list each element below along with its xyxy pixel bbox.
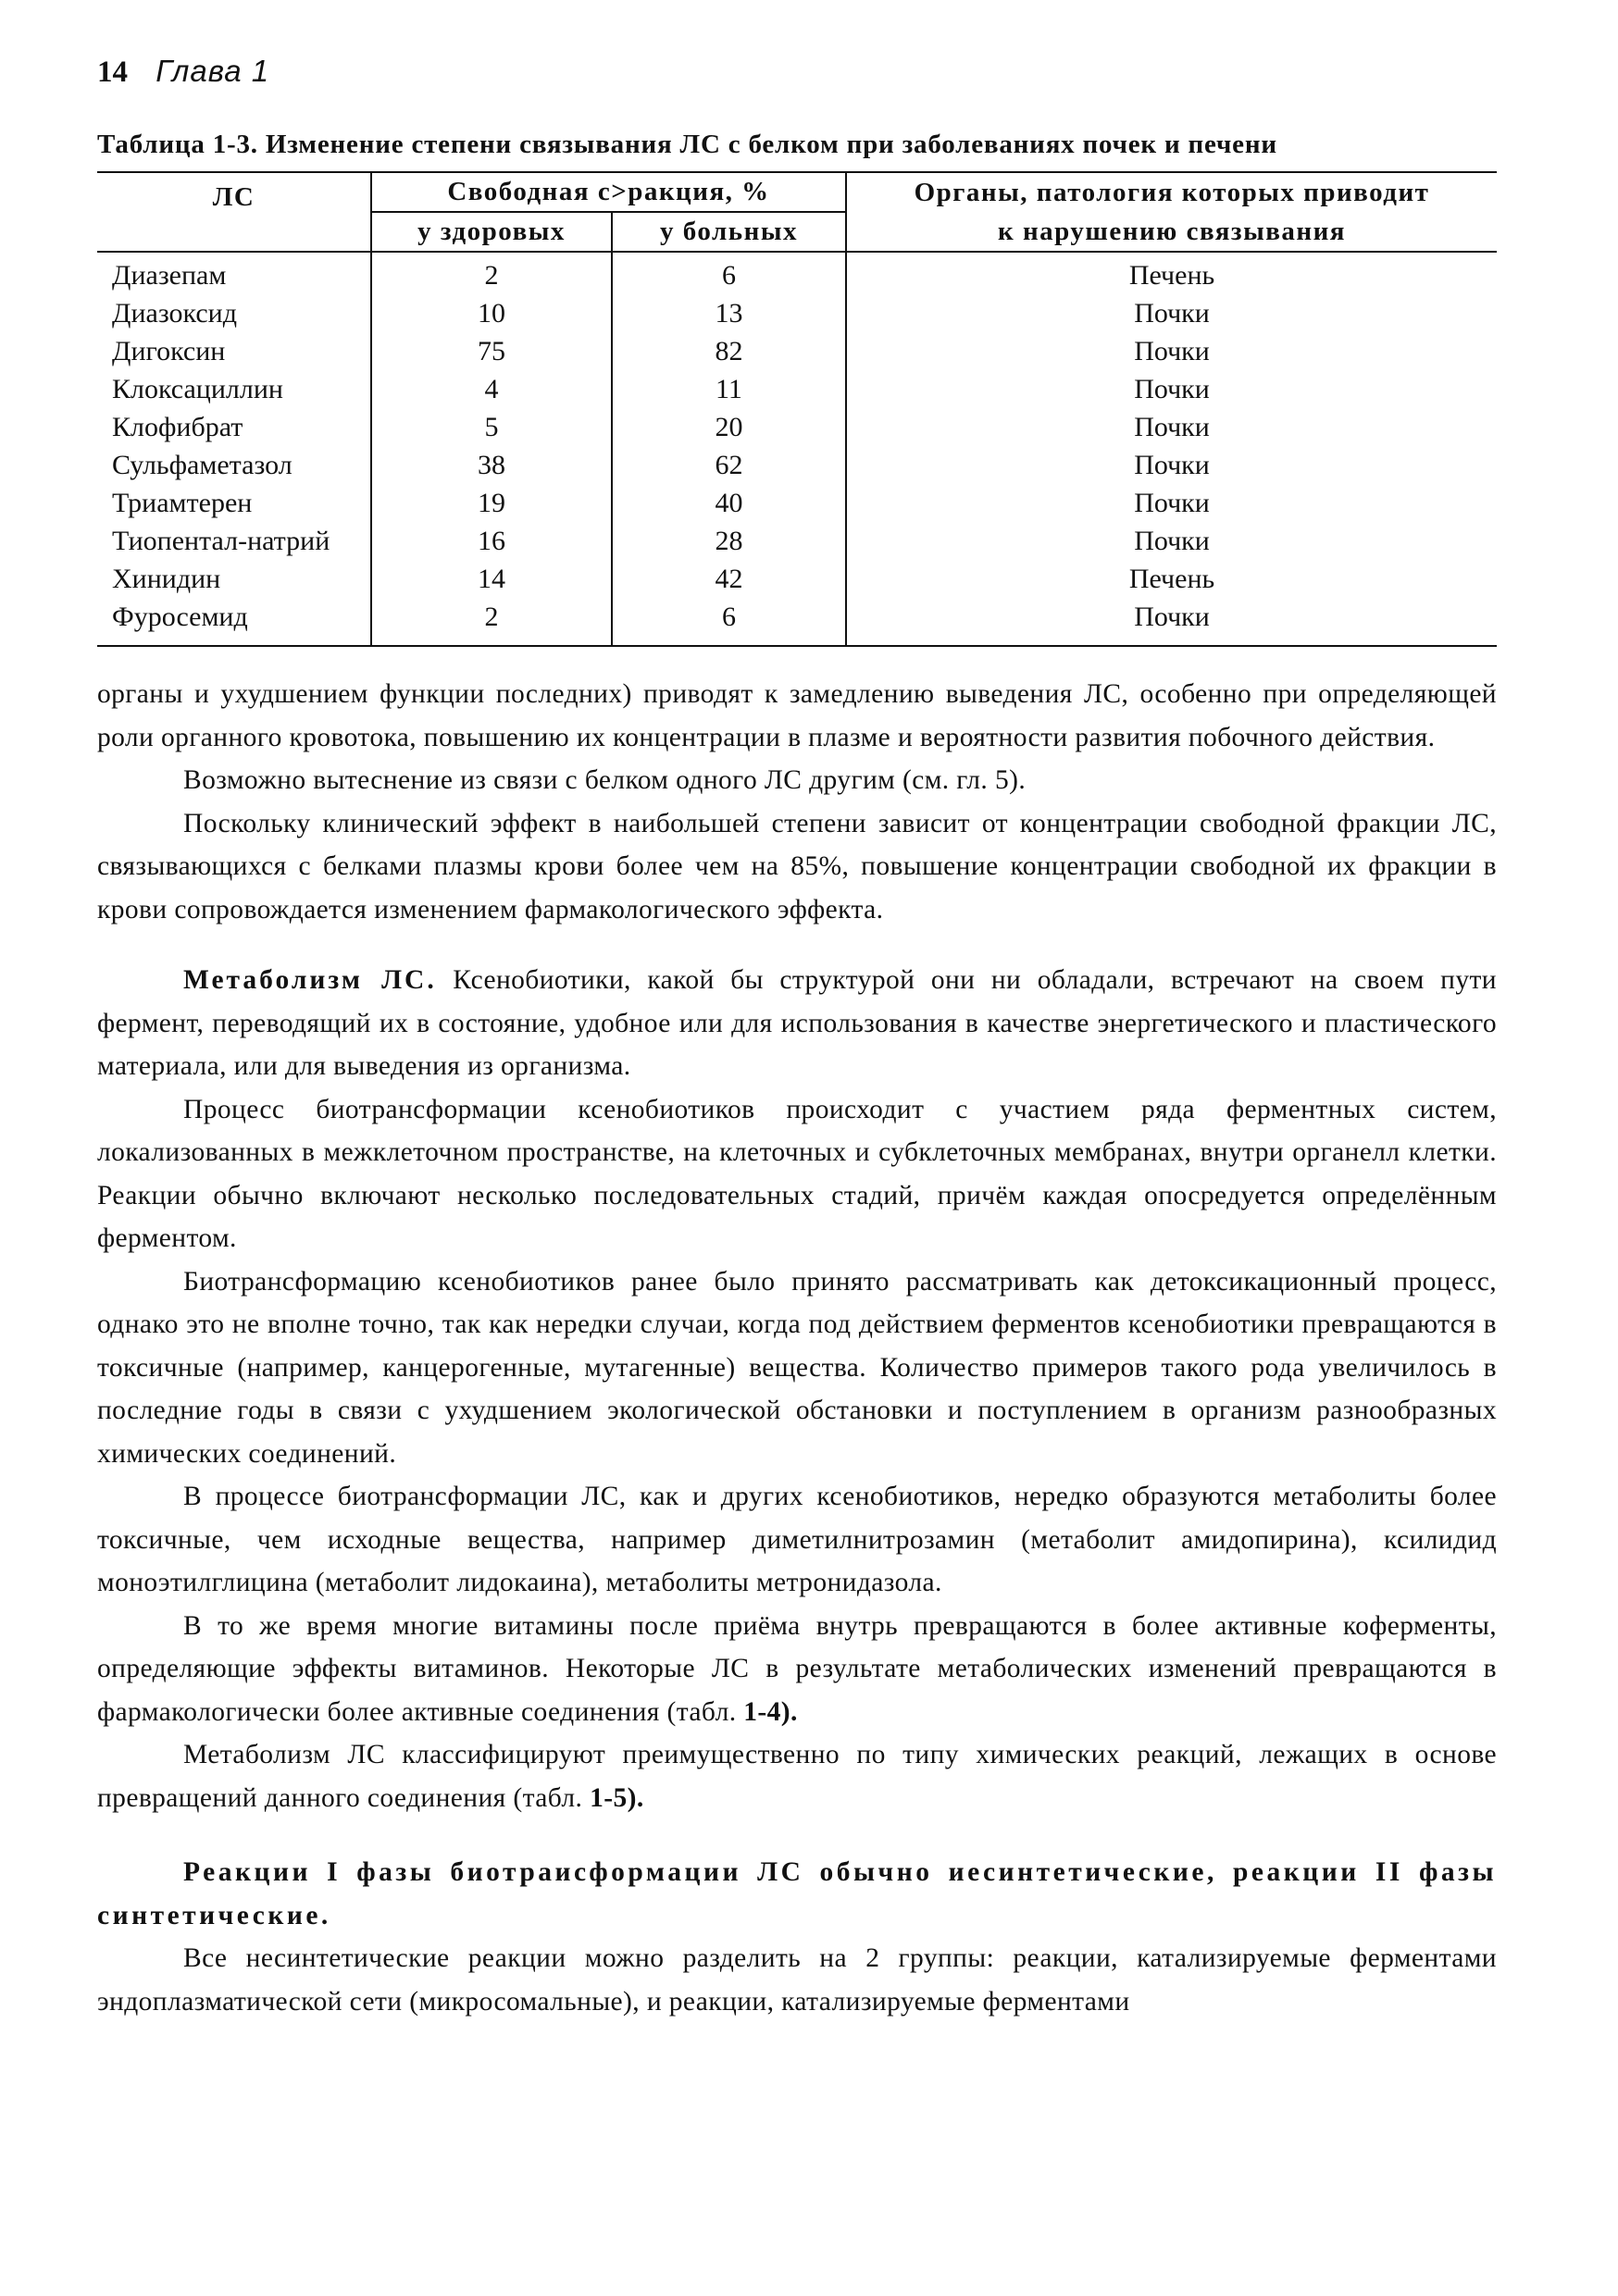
table-row xyxy=(97,598,1497,646)
cell-organ: Почки xyxy=(1134,450,1210,480)
cell-sick: 20 xyxy=(612,408,846,446)
cell-healthy: 19 xyxy=(371,484,612,522)
cell-drug: Сульфаметазол xyxy=(97,446,371,484)
table-row xyxy=(97,408,1497,446)
cell-healthy: 16 xyxy=(371,522,612,560)
column-header-healthy: у здоровых xyxy=(371,212,612,252)
paragraph-with-ref xyxy=(97,1605,1497,1734)
cell-sick: 28 xyxy=(612,522,846,560)
cell-drug: Клоксациллин xyxy=(97,370,371,408)
section-heading: Реакции I фазы биотраисформации ЛС обычно иесинтетические, реакции II фазы синтетические. xyxy=(97,1857,1497,1930)
cell-healthy: 5 xyxy=(371,408,612,446)
paragraph: Процесс биотрансформации ксенобиотиков происходит с участием ряда ферментных систем, локализованных в межклеточном пространстве, на клеточных и субклеточных мембранах, внутри органелл клетки. Реакции обычно включают несколько последовательных стадий, причём каждая опосредуется определённым ферментом. xyxy=(97,1094,1497,1253)
paragraph: Все несинтетические реакции можно разделить на 2 группы: реакции, катализируемые ферментами эндоплазматической сети (микросомальные), и реакции, катализируемые ферментами xyxy=(97,1943,1497,2017)
column-header-organs-line1: Органы, патология которых приводит xyxy=(846,172,1497,212)
binding-table xyxy=(97,171,1497,647)
cell-healthy: 10 xyxy=(371,294,612,332)
table-row xyxy=(97,446,1497,484)
table-row xyxy=(97,294,1497,332)
running-head xyxy=(97,48,1497,94)
cell-drug: Диазоксид xyxy=(97,294,371,332)
cell-sick: 6 xyxy=(612,598,846,646)
paragraph: Биотрансформацию ксенобиотиков ранее было принято рассматривать как детоксикационный процесс, однако это не вполне точно, так как нередки случаи, когда под действием ферментов ксенобиотики превращаются в токсичные (например, канцерогенные, мутагенные) вещества. Количество примеров такого рода увеличилось в последние годы в связи с ухудшением экологической обстановки и поступлением в организм разнообразных химических соединений. xyxy=(97,1266,1497,1469)
cell-organ: Печень xyxy=(1128,564,1215,594)
body-text xyxy=(97,673,1497,2023)
cell-healthy: 14 xyxy=(371,560,612,598)
table-row xyxy=(97,252,1497,294)
cell-organ: Почки xyxy=(1134,336,1210,366)
paragraph: органы и ухудшением функции последних) приводят к замедлению выведения ЛС, особенно при определяющей роли органного кровотока, повышению их концентрации в плазме и вероятности развития побочного действия. xyxy=(97,679,1497,752)
cell-organ: Почки xyxy=(1134,488,1210,518)
cell-organ: Почки xyxy=(1134,374,1210,404)
paragraph: Возможно вытеснение из связи с белком одного ЛС другим (см. гл. 5). xyxy=(183,765,1027,795)
cell-drug: Дигоксин xyxy=(97,332,371,370)
page-number: 14 xyxy=(97,56,128,89)
cell-healthy: 2 xyxy=(371,598,612,646)
table-row xyxy=(97,560,1497,598)
paragraph-metabolism xyxy=(97,959,1497,1088)
cell-organ: Почки xyxy=(1134,526,1210,556)
cell-drug: Фуросемид xyxy=(97,598,371,646)
cell-sick: 40 xyxy=(612,484,846,522)
column-header-drug: ЛС xyxy=(97,172,371,252)
cell-sick: 6 xyxy=(612,252,846,294)
cell-healthy: 38 xyxy=(371,446,612,484)
cell-sick: 13 xyxy=(612,294,846,332)
table-row xyxy=(97,522,1497,560)
column-header-organs-line2: к нарушению связывания xyxy=(846,212,1497,252)
table-reference: 1-4). xyxy=(743,1696,798,1727)
cell-sick: 42 xyxy=(612,560,846,598)
cell-healthy: 75 xyxy=(371,332,612,370)
cell-drug: Триамтерен xyxy=(97,484,371,522)
paragraph: Поскольку клинический эффект в наибольшей степени зависит от концентрации свободной фракции ЛС, связывающихся с белками плазмы крови более чем на 85%, повышение концентрации свободной их фракции в крови сопровождается изменением фармакологического эффекта. xyxy=(97,808,1497,925)
table-row xyxy=(97,484,1497,522)
cell-organ: Почки xyxy=(1134,412,1210,442)
chapter-label: Глава 1 xyxy=(156,54,270,88)
cell-sick: 62 xyxy=(612,446,846,484)
table-reference: 1-5). xyxy=(590,1782,644,1813)
paragraph-text: Метаболизм ЛС классифицируют преимущественно по типу химических реакций, лежащих в основе превращений данного соединения (табл. xyxy=(97,1740,1497,1813)
cell-drug: Клофибрат xyxy=(97,408,371,446)
cell-drug: Хинидин xyxy=(97,560,371,598)
cell-organ: Почки xyxy=(1134,298,1210,329)
cell-healthy: 4 xyxy=(371,370,612,408)
cell-drug: Диазепам xyxy=(97,252,371,294)
table-caption: Таблица 1-3. Изменение степени связывания ЛС с белком при заболеваниях почек и печени xyxy=(97,130,1277,159)
paragraph-text: Ксенобиотики, какой бы структурой они ни обладали, встречают на своем пути фермент, переводящий их в состояние, удобное или для использования в качестве энергетического и пластического материала, или для выведения из организма. xyxy=(97,965,1497,1081)
cell-drug: Тиопентал-натрий xyxy=(97,522,371,560)
run-in-heading: Метаболизм ЛС. xyxy=(183,965,437,995)
cell-sick: 82 xyxy=(612,332,846,370)
table-row xyxy=(97,370,1497,408)
table-row xyxy=(97,332,1497,370)
cell-healthy: 2 xyxy=(371,252,612,294)
paragraph: В процессе биотрансформации ЛС, как и других ксенобиотиков, нередко образуются метаболиты более токсичные, чем исходные вещества, например диметилнитрозамин (метаболит амидопирина), ксилидид моноэтилглицина (метаболит лидокаина), метаболиты метронидазола. xyxy=(97,1482,1497,1597)
cell-organ: Почки xyxy=(846,598,1497,646)
column-header-sick: у больных xyxy=(612,212,846,252)
book-page xyxy=(97,48,1497,2023)
column-header-free-fraction: Свободная с>ракция, % xyxy=(371,172,846,212)
paragraph-with-ref xyxy=(97,1733,1497,1819)
paragraph-text: В то же время многие витамины после приёма внутрь превращаются в более активные коферменты, определяющие эффекты витаминов. Некоторые ЛС в результате метаболических изменений превращаются в фармакологически более активные соединения (табл. xyxy=(97,1610,1497,1727)
cell-sick: 11 xyxy=(612,370,846,408)
cell-organ: Печень xyxy=(1128,260,1215,291)
